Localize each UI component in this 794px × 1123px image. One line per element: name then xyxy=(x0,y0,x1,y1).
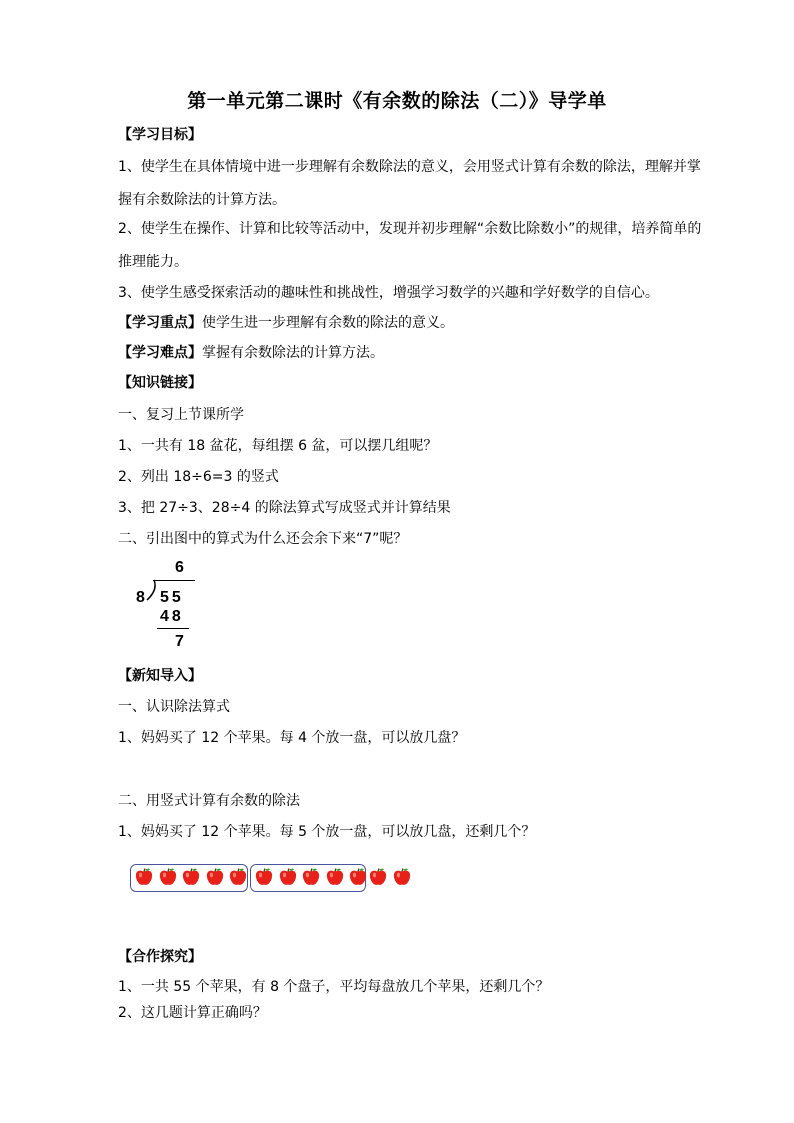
focus-line xyxy=(118,314,454,332)
division-bracket xyxy=(146,579,156,601)
difficulty-text: 掌握有余数除法的计算方法。 xyxy=(202,345,384,361)
apple-icon xyxy=(278,867,298,887)
goals-heading: 【学习目标】 xyxy=(118,127,202,143)
difficulty-line xyxy=(118,344,384,362)
division-dividend: 55 xyxy=(160,589,184,606)
division-bar xyxy=(153,580,195,581)
new-knowledge-q1: 1、妈妈买了 12 个苹果。每 4 个放一盘，可以放几盘？ xyxy=(118,730,466,746)
cooperation-q1: 1、一共 55 个苹果，有 8 个盘子，平均每盘放几个苹果，还剩几个？ xyxy=(118,979,550,995)
goal-3: 3、使学生感受探索活动的趣味性和挑战性，增强学习数学的兴趣和学好数学的自信心。 xyxy=(118,285,659,301)
division-remainder: 7 xyxy=(175,633,184,650)
apple-icon xyxy=(368,867,388,887)
long-division xyxy=(134,560,214,652)
division-subtract-line xyxy=(157,628,189,629)
apple-groups xyxy=(130,864,420,892)
apple-icon xyxy=(392,867,412,887)
apple-icon xyxy=(254,867,274,887)
apple-icon xyxy=(205,867,225,887)
difficulty-label: 【学习难点】 xyxy=(118,345,202,361)
cooperation-heading: 【合作探究】 xyxy=(118,949,202,965)
apple-icon xyxy=(158,867,178,887)
knowledge-heading: 【知识链接】 xyxy=(118,375,202,391)
division-quotient: 6 xyxy=(175,559,184,576)
knowledge-section-2: 二、引出图中的算式为什么还会余下来“7”呢？ xyxy=(118,531,408,547)
apple-icon xyxy=(348,867,368,887)
knowledge-q3: 3、把 27÷3、28÷4 的除法算式写成竖式并计算结果 xyxy=(118,500,451,516)
goal-1 xyxy=(118,151,702,217)
apple-icon xyxy=(134,867,154,887)
division-divisor: 8 xyxy=(136,589,145,606)
page-title: 第一单元第二课时《有余数的除法（二）》导学单 xyxy=(187,90,607,112)
knowledge-q2: 2、列出 18÷6=3 的竖式 xyxy=(118,469,279,485)
apple-icon xyxy=(325,867,345,887)
goal-1-text: 1、使学生在具体情境中进一步理解有余数除法的意义，会用竖式计算有余数的除法，理解并掌握有余数除法的计算方法。 xyxy=(118,159,701,208)
cooperation-q2: 2、这几题计算正确吗？ xyxy=(118,1005,267,1021)
new-knowledge-q2: 1、妈妈买了 12 个苹果。每 5 个放一盘，可以放几盘，还剩几个？ xyxy=(118,824,536,840)
new-knowledge-section-2: 二、用竖式计算有余数的除法 xyxy=(118,793,300,809)
division-product: 48 xyxy=(160,608,184,625)
apple-icon xyxy=(301,867,321,887)
apple-icon xyxy=(181,867,201,887)
new-knowledge-heading: 【新知导入】 xyxy=(118,668,202,684)
goal-2 xyxy=(118,213,702,279)
goal-2-text: 2、使学生在操作、计算和比较等活动中，发现并初步理解“余数比除数小”的规律，培养简单的推理能力。 xyxy=(118,221,702,270)
knowledge-section-1: 一、复习上节课所学 xyxy=(118,407,244,423)
focus-label: 【学习重点】 xyxy=(118,315,202,331)
focus-text: 使学生进一步理解有余数的除法的意义。 xyxy=(202,315,454,331)
knowledge-q1: 1、一共有 18 盆花，每组摆 6 盆，可以摆几组呢？ xyxy=(118,438,438,454)
new-knowledge-section-1: 一、认识除法算式 xyxy=(118,699,230,715)
apple-icon xyxy=(228,867,248,887)
